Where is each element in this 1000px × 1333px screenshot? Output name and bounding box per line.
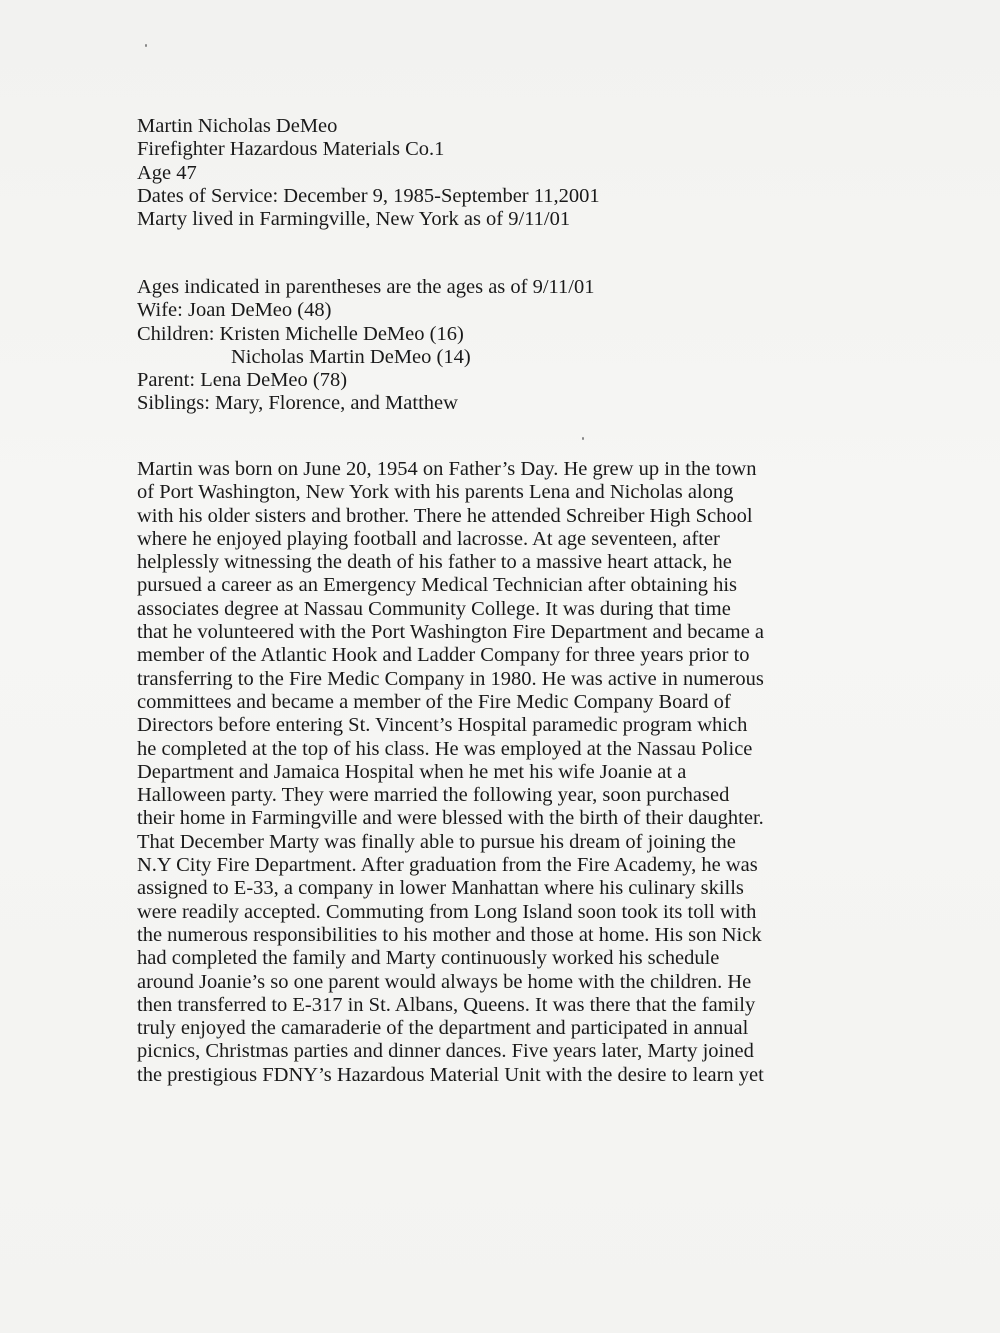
family-children-first: Children: Kristen Michelle DeMeo (16) [137,322,464,345]
biography-line: truly enjoyed the camaraderie of the department and participated in annual [137,1017,749,1040]
header-line-residence: Marty lived in Farmingville, New York as of 9/11/01 [137,208,571,231]
family-parent: Parent: Lena DeMeo (78) [137,369,348,392]
biography-line: Martin was born on June 20, 1954 on Father’s Day. He grew up in the town [137,458,757,480]
biography-line: Department and Jamaica Hospital when he met his wife Joanie at a [137,760,687,783]
biography-line: where he enjoyed playing football and lacrosse. At age seventeen, after [137,527,720,550]
biography-line: picnics, Christmas parties and dinner dances. Five years later, Marty joined [137,1040,754,1063]
biography-line: of Port Washington, New York with his parents Lena and Nicholas along [137,481,734,504]
header-line-age: Age 47 [137,161,197,184]
biography-line: That December Marty was finally able to pursue his dream of joining the [137,830,736,853]
biography-line: with his older sisters and brother. There he attended Schreiber High School [137,504,753,527]
biography-line: that he volunteered with the Port Washington Fire Department and became a [137,621,765,644]
biography-line: Halloween party. They were married the following year, soon purchased [137,784,730,807]
paper-speck [145,44,147,47]
biography-line: were readily accepted. Commuting from Long Island soon took its toll with [137,900,757,923]
family-ages-note: Ages indicated in parentheses are the ages as of 9/11/01 [137,276,595,298]
biography-line: member of the Atlantic Hook and Ladder Company for three years prior to [137,644,750,667]
biography-line: associates degree at Nassau Community College. It was during that time [137,597,731,620]
biography-line: he completed at the top of his class. He was employed at the Nassau Police [137,737,753,760]
biography-line: around Joanie’s so one parent would always be home with the children. He [137,970,752,993]
biography-line: transferring to the Fire Medic Company in 1980. He was active in numerous [137,667,764,690]
header-line-service-dates: Dates of Service: December 9, 1985-September 11,2001 [137,184,600,207]
biography-line: the numerous responsibilities to his mother and those at home. His son Nick [137,923,762,946]
biography-line: helplessly witnessing the death of his father to a massive heart attack, he [137,551,732,574]
header-line-position: Firefighter Hazardous Materials Co.1 [137,138,445,161]
biography-line: Directors before entering St. Vincent’s Hospital paramedic program which [137,714,748,737]
paper-speck [582,437,584,440]
family-block [137,276,595,416]
biography-line: then transferred to E-317 in St. Albans, Queens. It was there that the family [137,993,756,1016]
biography-paragraph [137,458,867,1087]
biography-line: committees and became a member of the Fire Medic Company Board of [137,690,731,713]
header-line-name: Martin Nicholas DeMeo [137,115,338,137]
biography-line: assigned to E-33, a company in lower Manhattan where his culinary skills [137,877,744,900]
biography-line: had completed the family and Marty continuously worked his schedule [137,947,720,970]
header-block [137,115,600,231]
biography-line: N.Y City Fire Department. After graduation from the Fire Academy, he was [137,854,758,877]
family-siblings: Siblings: Mary, Florence, and Matthew [137,392,458,415]
family-wife: Wife: Joan DeMeo (48) [137,299,332,322]
family-children-second: Nicholas Martin DeMeo (14) [231,345,471,368]
biography-line: their home in Farmingville and were blessed with the birth of their daughter. [137,807,764,830]
biography-line: the prestigious FDNY’s Hazardous Material Unit with the desire to learn yet [137,1063,764,1086]
biography-line: pursued a career as an Emergency Medical Technician after obtaining his [137,574,738,597]
